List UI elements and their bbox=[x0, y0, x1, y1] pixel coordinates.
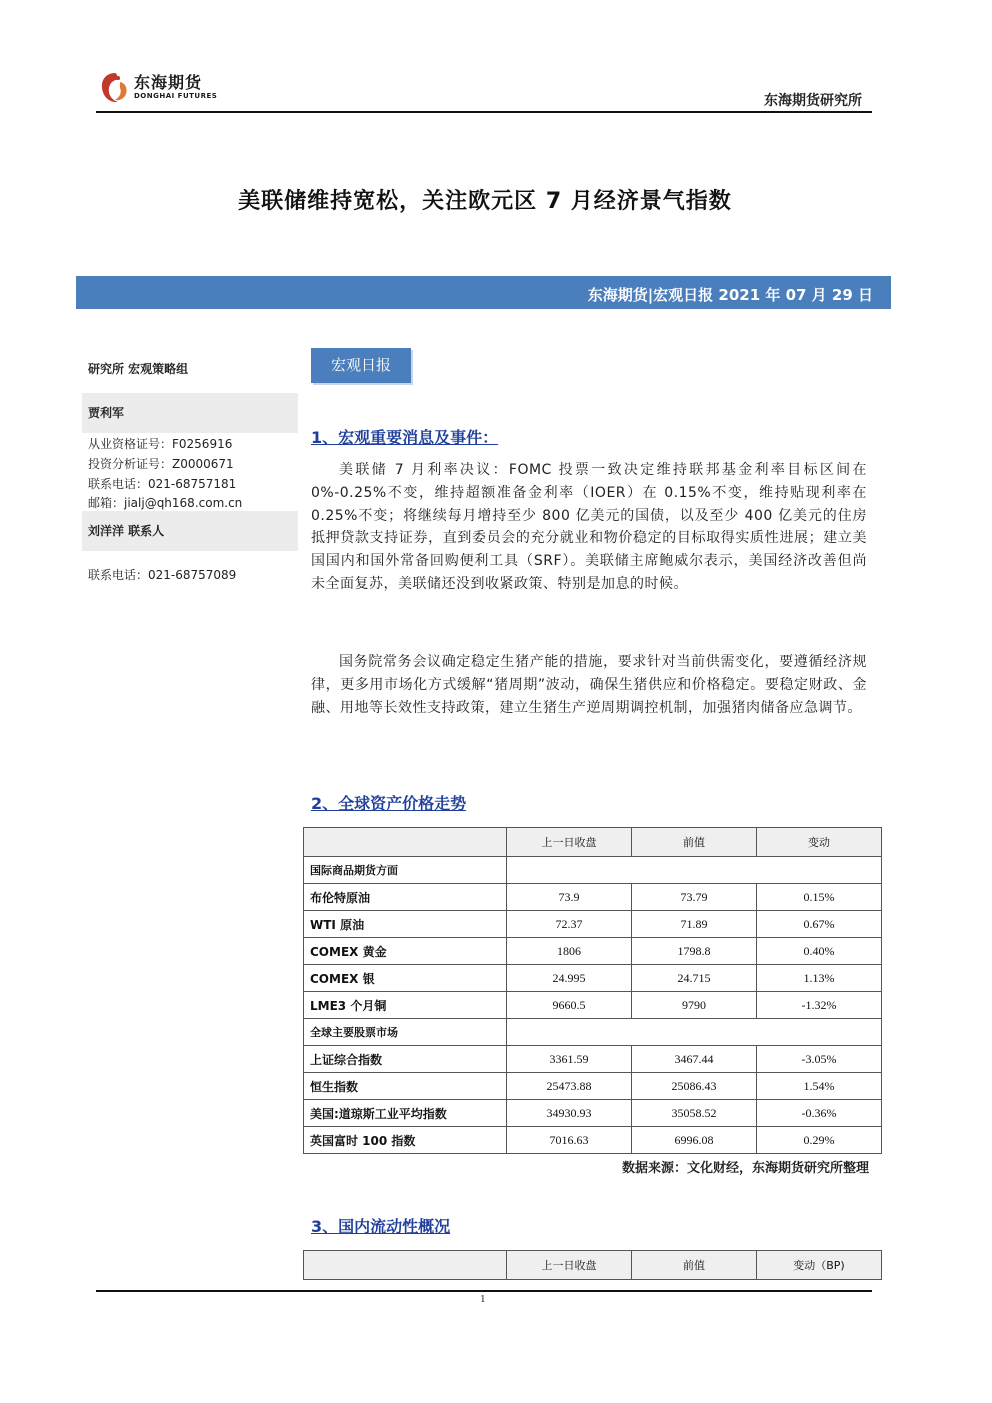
analyst1-invest-cert: 投资分析证号：Z0000671 bbox=[88, 457, 234, 471]
table-row bbox=[304, 965, 882, 992]
row-label: COMEX 黄金 bbox=[304, 938, 507, 965]
table-row bbox=[304, 992, 882, 1019]
cell-prev: 25086.43 bbox=[632, 1073, 757, 1100]
row-label: 布伦特原油 bbox=[304, 884, 507, 911]
cell-change: 1.13% bbox=[757, 965, 882, 992]
table-row bbox=[304, 1127, 882, 1154]
liquidity-table bbox=[303, 1250, 882, 1280]
row-label: 恒生指数 bbox=[304, 1073, 507, 1100]
cell-close: 73.9 bbox=[507, 884, 632, 911]
category-empty bbox=[507, 857, 882, 884]
table-header-cell: 前值 bbox=[632, 828, 757, 857]
footer-divider bbox=[96, 1290, 872, 1292]
section-tag: 宏观日报 bbox=[311, 348, 411, 383]
row-label: 英国富时 100 指数 bbox=[304, 1127, 507, 1154]
row-label: WTI 原油 bbox=[304, 911, 507, 938]
logo-chinese-text: 东海期货 bbox=[134, 73, 203, 92]
cell-prev: 9790 bbox=[632, 992, 757, 1019]
row-label: LME3 个月铜 bbox=[304, 992, 507, 1019]
table-header-cell bbox=[304, 1251, 507, 1280]
cell-prev: 71.89 bbox=[632, 911, 757, 938]
cell-change: 0.40% bbox=[757, 938, 882, 965]
analyst1-name: 贾利军 bbox=[82, 393, 298, 433]
header-divider bbox=[96, 111, 872, 113]
page-number: 1 bbox=[480, 1293, 486, 1305]
section-3-heading: 3、国内流动性概况 bbox=[311, 1217, 451, 1236]
table-header-cell: 上一日收盘 bbox=[507, 1251, 632, 1280]
cell-change: 0.67% bbox=[757, 911, 882, 938]
category-empty bbox=[507, 1019, 882, 1046]
asset-price-table bbox=[303, 827, 882, 1154]
cell-change: -1.32% bbox=[757, 992, 882, 1019]
section-2-heading: 2、全球资产价格走势 bbox=[311, 794, 467, 813]
company-logo bbox=[98, 68, 228, 108]
cell-prev: 3467.44 bbox=[632, 1046, 757, 1073]
cell-close: 9660.5 bbox=[507, 992, 632, 1019]
table-category-row bbox=[304, 857, 882, 884]
analyst2-phone: 联系电话：021-68757089 bbox=[88, 568, 237, 582]
cell-prev: 24.715 bbox=[632, 965, 757, 992]
cell-close: 3361.59 bbox=[507, 1046, 632, 1073]
cell-change: 0.15% bbox=[757, 884, 882, 911]
report-banner bbox=[76, 276, 891, 309]
report-title: 美联储维持宽松，关注欧元区 7 月经济景气指数 bbox=[238, 189, 732, 214]
row-label: 美国:道琼斯工业平均指数 bbox=[304, 1100, 507, 1127]
section-1-paragraph-2: 国务院常务会议确定稳定生猪产能的措施，要求针对当前供需变化，要遵循经济规律，更多用市场化方式缓解“猪周期”波动，确保生猪供应和价格稳定。要稳定财政、金融、用地等长效性支持政策，建立生猪生产逆周期调控机制，加强猪肉储备应急调节。 bbox=[311, 654, 867, 716]
table-row bbox=[304, 1046, 882, 1073]
data-source-note: 数据来源：文化财经，东海期货研究所整理 bbox=[621, 1161, 869, 1176]
table-row bbox=[304, 1073, 882, 1100]
cell-prev: 1798.8 bbox=[632, 938, 757, 965]
cell-close: 25473.88 bbox=[507, 1073, 632, 1100]
row-label: 上证综合指数 bbox=[304, 1046, 507, 1073]
cell-close: 24.995 bbox=[507, 965, 632, 992]
cell-close: 7016.63 bbox=[507, 1127, 632, 1154]
cell-close: 1806 bbox=[507, 938, 632, 965]
table-header-row bbox=[304, 1251, 882, 1280]
cell-change: -3.05% bbox=[757, 1046, 882, 1073]
analyst1-qualification: 从业资格证号：F0256916 bbox=[88, 437, 233, 451]
table-row bbox=[304, 1100, 882, 1127]
section-1-paragraph-1: 美联储 7 月利率决议：FOMC 投票一致决定维持联邦基金利率目标区间在 0%-0.25%不变，维持超额准备金利率（IOER）在 0.15%不变，维持贴现利率在 0.25%不变；将继续每月增持至少 800 亿美元的国债，以及至少 400 亿美元的住房抵押贷款支持证券，直到委员会的充分就业和物价稳定的目标取得实质性进展；建立美国国内和国外常备回购便利工具（SRF）。美联储主席鲍威尔表示，美国经济改善但尚未全面复苏，美联储还没到收紧政策、特别是加息的时候。 bbox=[311, 462, 867, 592]
cell-prev: 6996.08 bbox=[632, 1127, 757, 1154]
header-institute: 东海期货研究所 bbox=[764, 93, 862, 109]
table-row bbox=[304, 938, 882, 965]
table-header-cell: 变动 bbox=[757, 828, 882, 857]
cell-change: 0.29% bbox=[757, 1127, 882, 1154]
cell-prev: 35058.52 bbox=[632, 1100, 757, 1127]
analyst1-email[interactable]: 邮箱：jialj@qh168.com.cn bbox=[88, 496, 243, 510]
table-row bbox=[304, 911, 882, 938]
cell-prev: 73.79 bbox=[632, 884, 757, 911]
cell-change: -0.36% bbox=[757, 1100, 882, 1127]
section-1-heading: 1、宏观重要消息及事件： bbox=[311, 428, 499, 447]
row-label: COMEX 银 bbox=[304, 965, 507, 992]
table-row bbox=[304, 884, 882, 911]
analyst2-name: 刘洋洋 联系人 bbox=[82, 511, 298, 551]
department-label: 研究所 宏观策略组 bbox=[88, 362, 189, 376]
category-label: 国际商品期货方面 bbox=[304, 857, 507, 884]
dragon-logo-icon bbox=[98, 70, 132, 106]
analyst1-phone: 联系电话：021-68757181 bbox=[88, 477, 237, 491]
cell-change: 1.54% bbox=[757, 1073, 882, 1100]
table-header-cell: 变动（BP) bbox=[757, 1251, 882, 1280]
table-header-row bbox=[304, 828, 882, 857]
table-header-cell bbox=[304, 828, 507, 857]
table-category-row bbox=[304, 1019, 882, 1046]
table-header-cell: 前值 bbox=[632, 1251, 757, 1280]
category-label: 全球主要股票市场 bbox=[304, 1019, 507, 1046]
logo-english-text: DONGHAI FUTURES bbox=[134, 92, 218, 100]
banner-text: 东海期货|宏观日报 2021 年 07 月 29 日 bbox=[587, 286, 873, 304]
cell-close: 72.37 bbox=[507, 911, 632, 938]
cell-close: 34930.93 bbox=[507, 1100, 632, 1127]
table-header-cell: 上一日收盘 bbox=[507, 828, 632, 857]
